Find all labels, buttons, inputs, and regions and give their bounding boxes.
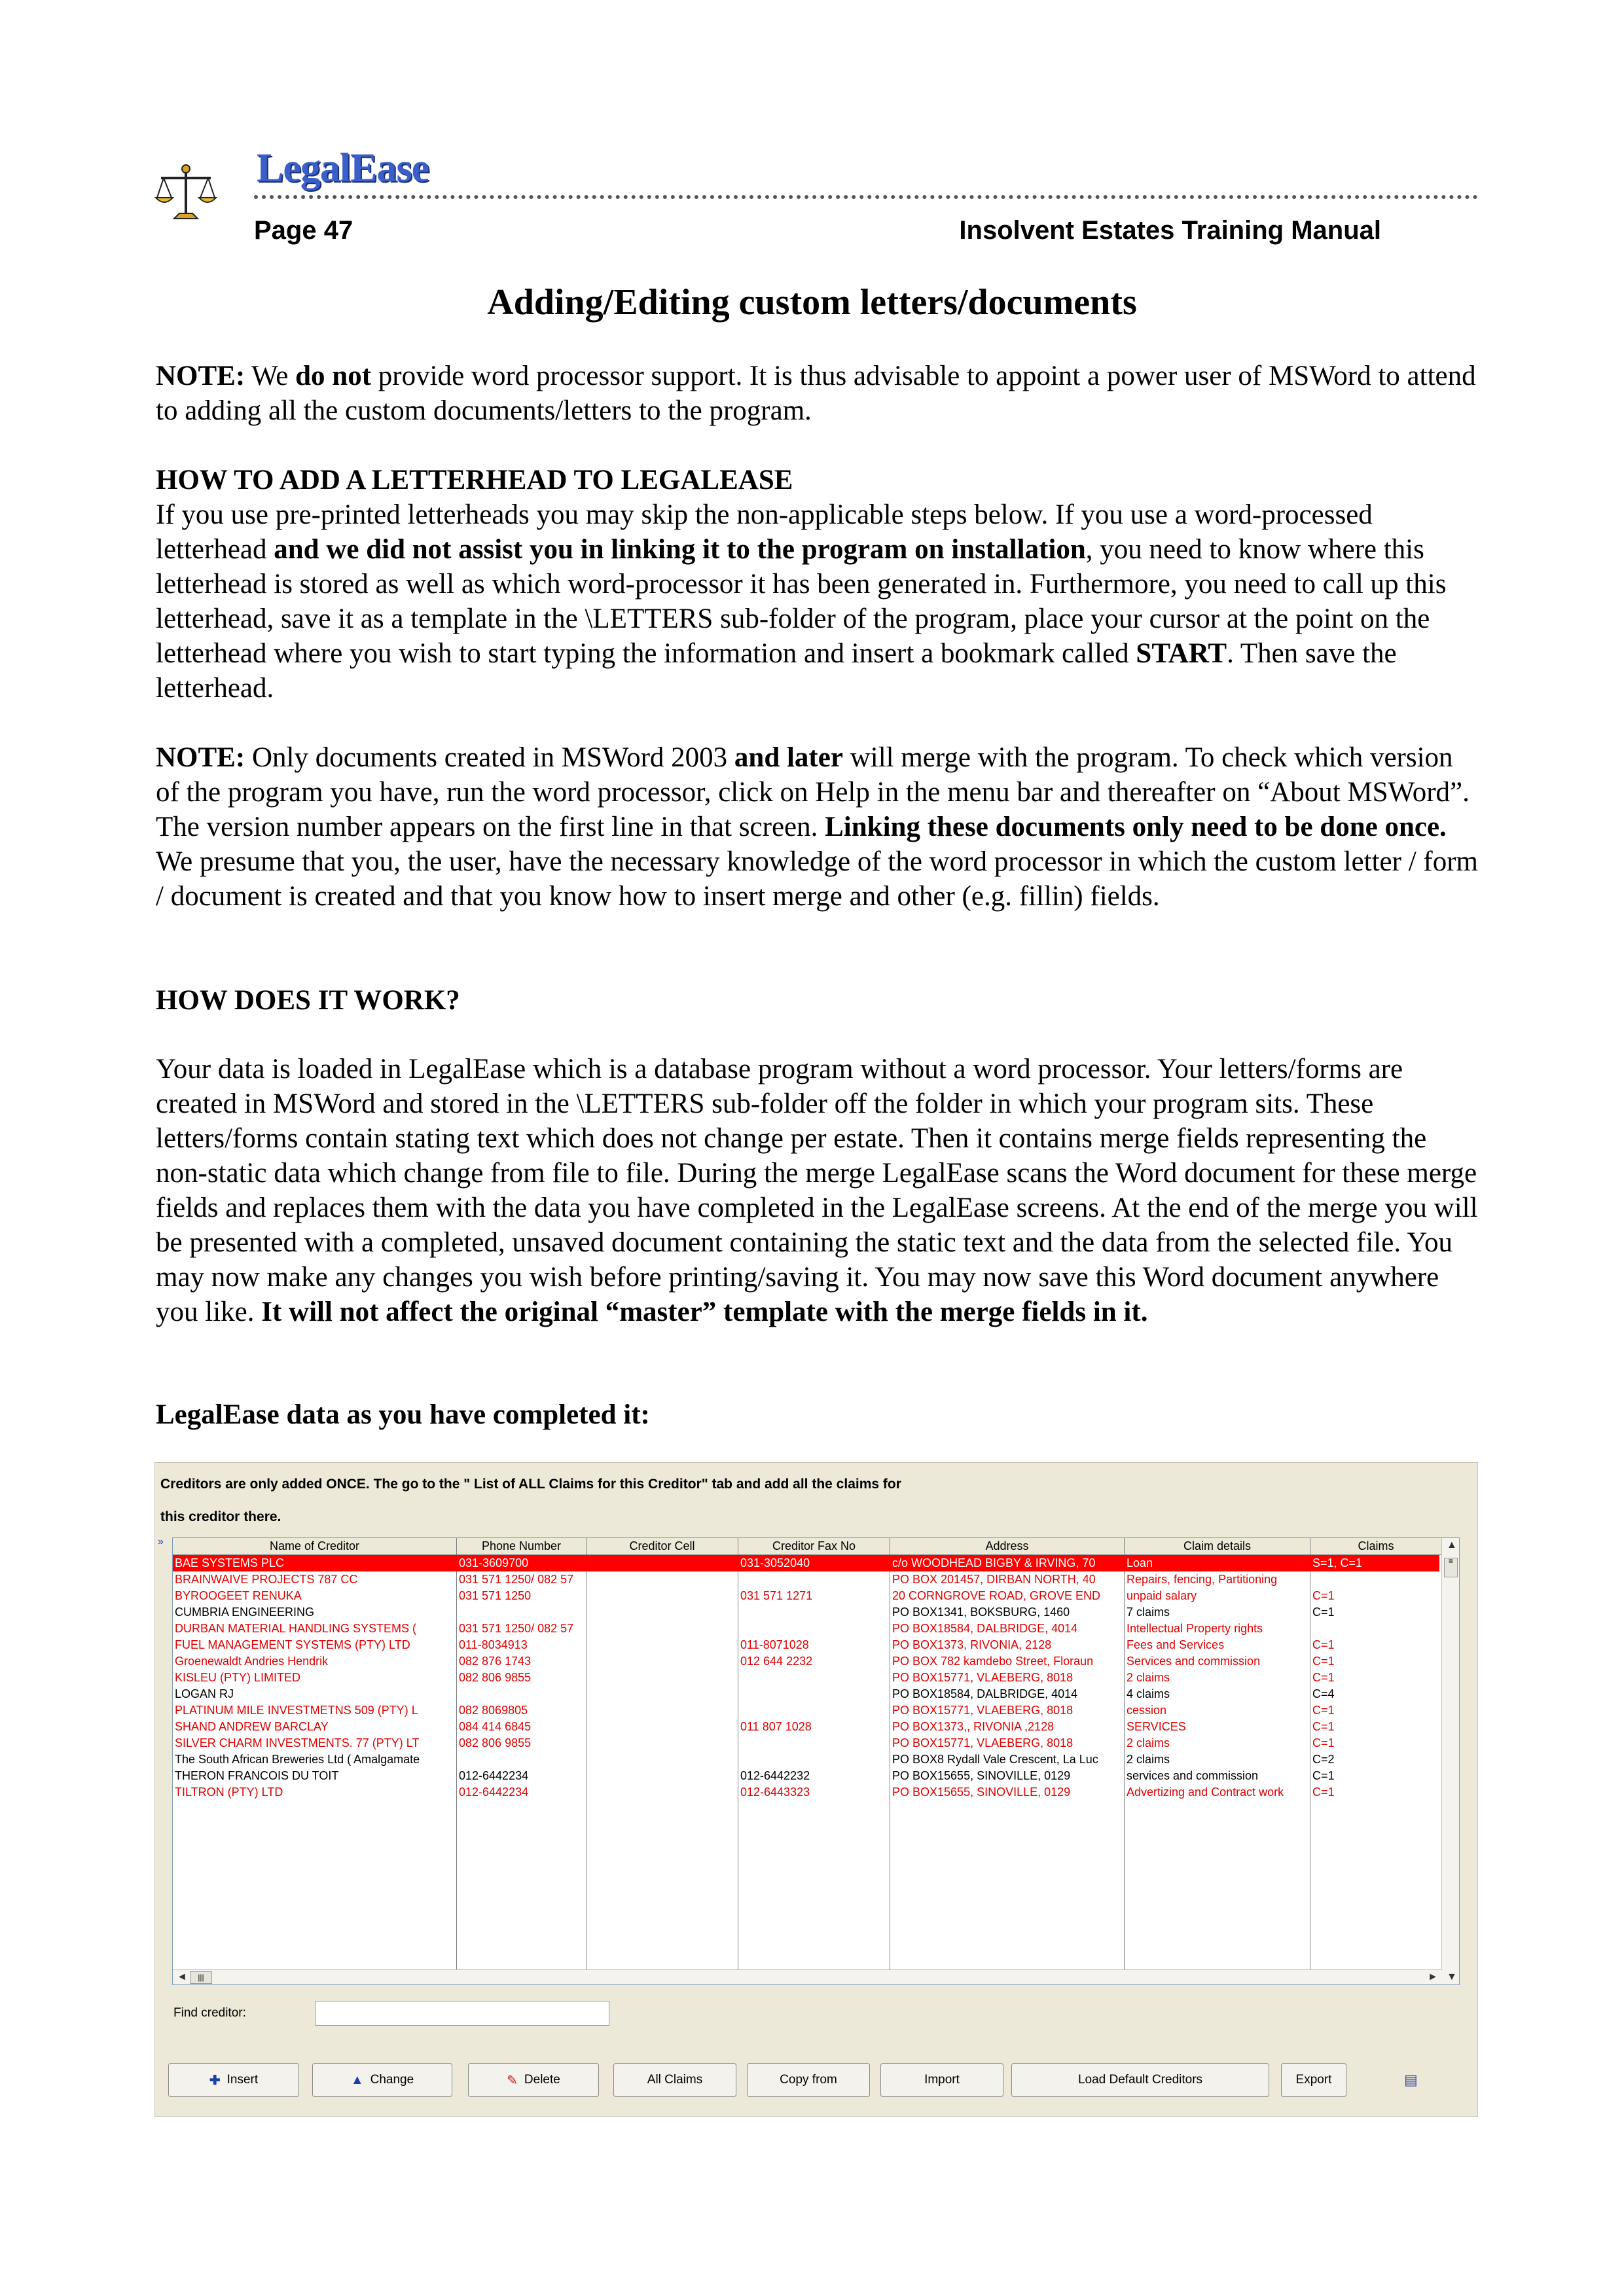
table-cell: 031 571 1250/ 082 57 bbox=[459, 1622, 574, 1635]
table-cell: 031-3052040 bbox=[740, 1556, 810, 1570]
table-cell: 2 claims bbox=[1127, 1671, 1170, 1684]
table-cell: TILTRON (PTY) LTD bbox=[175, 1785, 283, 1799]
table-cell: 012-6443323 bbox=[740, 1785, 810, 1799]
table-cell: SHAND ANDREW BARCLAY bbox=[175, 1720, 329, 1733]
table-cell: C=1 bbox=[1312, 1736, 1335, 1749]
letterhead-heading: HOW TO ADD A LETTERHEAD TO LEGALEASE bbox=[156, 465, 793, 495]
note-label: NOTE: bbox=[156, 742, 245, 773]
text-run: will merge with the program. To check which version of the program you have, run the word processor, click on Help in the menu bar and thereafter on “About MSWord”. The version number appears on the first line in that screen. bbox=[156, 742, 1470, 842]
table-cell: C=4 bbox=[1312, 1687, 1335, 1700]
table-row[interactable] bbox=[173, 1555, 1439, 1571]
scroll-thumb[interactable]: ≡ bbox=[1444, 1558, 1458, 1577]
table-cell bbox=[586, 1702, 738, 1719]
table-cell: Groenewaldt Andries Hendrik bbox=[175, 1655, 329, 1668]
table-cell: Intellectual Property rights bbox=[1127, 1622, 1263, 1635]
table-cell: PO BOX15655, SINOVILLE, 0129 bbox=[892, 1769, 1071, 1782]
table-cell: SERVICES bbox=[1127, 1720, 1186, 1733]
table-cell bbox=[738, 1604, 890, 1621]
button-label: Import bbox=[924, 2073, 960, 2087]
table-row[interactable] bbox=[173, 1621, 1439, 1637]
table-cell: C=1 bbox=[1312, 1589, 1335, 1602]
table-cell: 011-8071028 bbox=[740, 1638, 809, 1651]
button-label: Delete bbox=[524, 2073, 560, 2087]
scroll-down-icon[interactable]: ▼ bbox=[1447, 1971, 1457, 1982]
table-cell: C=1 bbox=[1312, 1605, 1335, 1619]
table-cell: PO BOX1373,, RIVONIA ,2128 bbox=[892, 1720, 1055, 1733]
table-cell: S=1, C=1 bbox=[1312, 1556, 1363, 1570]
plus-icon: ✚ bbox=[209, 2073, 221, 2088]
table-cell: PO BOX15771, VLAEBERG, 8018 bbox=[892, 1704, 1074, 1717]
table-row[interactable] bbox=[173, 1702, 1439, 1719]
table-row[interactable] bbox=[173, 1784, 1439, 1801]
triangle-icon: ▲ bbox=[350, 2072, 364, 2087]
table-cell bbox=[457, 1604, 586, 1621]
table-cell: DURBAN MATERIAL HANDLING SYSTEMS ( bbox=[175, 1622, 417, 1635]
table-cell bbox=[738, 1751, 890, 1768]
table-cell bbox=[586, 1751, 738, 1768]
table-cell: 031-3609700 bbox=[459, 1556, 529, 1570]
bold-run: It will not affect the original “master” template with the merge fields in it. bbox=[261, 1297, 1148, 1327]
info-line: this creditor there. bbox=[160, 1509, 281, 1524]
table-cell: PO BOX1341, BOKSBURG, 1460 bbox=[892, 1605, 1070, 1619]
copy-from-button[interactable] bbox=[747, 2063, 870, 2097]
all-claims-button[interactable] bbox=[613, 2063, 736, 2097]
row-indicator-icon: » bbox=[158, 1536, 164, 1547]
bold-run: START bbox=[1136, 638, 1227, 669]
data-heading: LegalEase data as you have completed it: bbox=[156, 1399, 650, 1430]
table-cell: The South African Breweries Ltd ( Amalgamate bbox=[175, 1753, 420, 1766]
table-cell: 082 8069805 bbox=[459, 1704, 528, 1717]
table-cell bbox=[1310, 1571, 1442, 1588]
button-label: Change bbox=[370, 2073, 414, 2087]
table-cell: BAE SYSTEMS PLC bbox=[175, 1556, 285, 1570]
button-label: Copy from bbox=[780, 2073, 837, 2087]
table-cell bbox=[586, 1719, 738, 1735]
scroll-up-icon[interactable]: ▲ bbox=[1447, 1539, 1457, 1551]
table-cell bbox=[1310, 1621, 1442, 1637]
table-cell: C=1 bbox=[1312, 1704, 1335, 1717]
table-cell bbox=[586, 1555, 738, 1571]
table-cell: BRAINWAIVE PROJECTS 787 CC bbox=[175, 1573, 358, 1586]
creditors-screenshot bbox=[154, 1462, 1478, 2117]
how-it-works-paragraph bbox=[156, 1052, 1478, 1329]
table-row[interactable] bbox=[173, 1670, 1439, 1686]
creditors-info bbox=[160, 1468, 901, 1534]
table-cell: 7 claims bbox=[1127, 1605, 1170, 1619]
table-cell bbox=[586, 1784, 738, 1801]
header-divider bbox=[254, 195, 1478, 199]
page-number: Page 47 bbox=[254, 216, 353, 245]
text-run: We presume that you, the user, have the necessary knowledge of the word processor in which the custom letter / form / document is created and that you know how to insert merge and other (e.g. fillin) fields. bbox=[156, 846, 1478, 912]
insert-button[interactable] bbox=[168, 2063, 299, 2097]
note-label: NOTE: bbox=[156, 361, 245, 391]
column-header[interactable]: Claims bbox=[1310, 1538, 1442, 1554]
scroll-thumb[interactable]: ||| bbox=[190, 1971, 212, 1984]
horizontal-scrollbar[interactable] bbox=[173, 1969, 1442, 1984]
table-row[interactable] bbox=[173, 1637, 1439, 1653]
table-cell: C=2 bbox=[1312, 1753, 1335, 1766]
table-cell: PO BOX8 Rydall Vale Crescent, La Luc bbox=[892, 1753, 1098, 1766]
table-row[interactable] bbox=[173, 1735, 1439, 1751]
table-cell: Advertizing and Contract work bbox=[1127, 1785, 1284, 1799]
creditors-grid[interactable] bbox=[172, 1537, 1460, 1985]
table-cell bbox=[586, 1571, 738, 1588]
scroll-left-icon[interactable]: ◄ bbox=[177, 1971, 187, 1982]
grid-body bbox=[173, 1555, 1439, 1801]
table-cell bbox=[586, 1637, 738, 1653]
table-cell: Repairs, fencing, Partitioning bbox=[1127, 1573, 1278, 1586]
table-row[interactable] bbox=[173, 1653, 1439, 1670]
note-paragraph-2 bbox=[156, 740, 1478, 914]
word-export-icon[interactable]: ▤ bbox=[1404, 2072, 1418, 2088]
table-cell: KISLEU (PTY) LIMITED bbox=[175, 1671, 301, 1684]
table-cell bbox=[738, 1735, 890, 1751]
table-cell bbox=[586, 1653, 738, 1670]
table-cell: CUMBRIA ENGINEERING bbox=[175, 1605, 315, 1619]
text-run: If you use pre-printed letterheads you may skip the non-applicable steps below. If you use a word-processed letterhead bbox=[156, 499, 1373, 565]
table-cell: PO BOX 782 kamdebo Street, Floraun bbox=[892, 1655, 1094, 1668]
table-cell: C=1 bbox=[1312, 1671, 1335, 1684]
table-cell: 082 806 9855 bbox=[459, 1671, 532, 1684]
button-label: Load Default Creditors bbox=[1077, 2073, 1203, 2087]
scroll-right-icon[interactable]: ► bbox=[1428, 1971, 1438, 1982]
table-cell bbox=[457, 1751, 586, 1768]
button-label: All Claims bbox=[647, 2073, 703, 2087]
vertical-scrollbar[interactable] bbox=[1441, 1538, 1459, 1984]
column-header[interactable]: Name of Creditor bbox=[173, 1538, 457, 1554]
export-button[interactable] bbox=[1281, 2063, 1346, 2097]
table-cell bbox=[586, 1670, 738, 1686]
table-cell: PO BOX1373, RIVONIA, 2128 bbox=[892, 1638, 1052, 1651]
table-cell: THERON FRANCOIS DU TOIT bbox=[175, 1769, 339, 1782]
table-cell bbox=[586, 1604, 738, 1621]
eraser-icon: ✎ bbox=[507, 2073, 518, 2088]
table-cell: 031 571 1271 bbox=[740, 1589, 813, 1602]
table-cell: c/o WOODHEAD BIGBY & IRVING, 70 bbox=[892, 1556, 1096, 1570]
grid-header bbox=[173, 1538, 1459, 1555]
table-cell: 20 CORNGROVE ROAD, GROVE END bbox=[892, 1589, 1101, 1602]
legalease-logo: LegalEase bbox=[257, 146, 429, 190]
table-cell: C=1 bbox=[1312, 1769, 1335, 1782]
table-cell: unpaid salary bbox=[1127, 1589, 1197, 1602]
table-cell: PO BOX18584, DALBRIDGE, 4014 bbox=[892, 1687, 1078, 1700]
table-cell bbox=[586, 1621, 738, 1637]
scales-of-justice-icon bbox=[154, 161, 217, 224]
table-cell: C=1 bbox=[1312, 1638, 1335, 1651]
table-cell: PO BOX 201457, DIRBAN NORTH, 40 bbox=[892, 1573, 1096, 1586]
text-run: . Then save the letterhead. bbox=[156, 638, 1397, 704]
column-header[interactable]: Creditor Cell bbox=[586, 1538, 738, 1554]
table-cell: services and commission bbox=[1127, 1769, 1259, 1782]
table-cell: 012 644 2232 bbox=[740, 1655, 813, 1668]
table-cell: PO BOX15771, VLAEBERG, 8018 bbox=[892, 1736, 1074, 1749]
info-line: Creditors are only added ONCE. The go to the " List of ALL Claims for this Creditor" tab and add all the claims for bbox=[160, 1477, 901, 1492]
table-cell: 084 414 6845 bbox=[459, 1720, 532, 1733]
table-cell bbox=[738, 1686, 890, 1702]
table-cell: 2 claims bbox=[1127, 1753, 1170, 1766]
find-creditor-label: Find creditor: bbox=[173, 2006, 246, 2020]
table-cell: cession bbox=[1127, 1704, 1167, 1717]
how-it-works-heading: HOW DOES IT WORK? bbox=[156, 985, 460, 1016]
table-cell: C=1 bbox=[1312, 1720, 1335, 1733]
table-cell bbox=[738, 1670, 890, 1686]
table-row[interactable] bbox=[173, 1768, 1439, 1784]
text-run: Your data is loaded in LegalEase which is a database program without a word processor. Your letters/forms are created in MSWord and stored in the \LETTERS sub-folder off the folder in which your program sits. These letters/forms contain stating text which does not change per estate. Then it contains merge fields representing the non-static data which change from file to file. During the merge LegalEase scans the Word document for these merge fields and replaces them with the data you have completed in the LegalEase screens. At the end of the merge you will be presented with a completed, unsaved document containing the static text and the data from the selected file. You may now make any changes you wish before printing/saving it. You may now save this Word document anywhere you like. bbox=[156, 1054, 1478, 1327]
bold-run: and we did not assist you in linking it to the program on installation bbox=[274, 534, 1086, 565]
table-cell: 082 806 9855 bbox=[459, 1736, 532, 1749]
table-row[interactable] bbox=[173, 1719, 1439, 1735]
table-cell: C=1 bbox=[1312, 1785, 1335, 1799]
column-header[interactable]: Claim details bbox=[1125, 1538, 1310, 1554]
table-cell bbox=[586, 1686, 738, 1702]
table-cell bbox=[738, 1702, 890, 1719]
import-button[interactable] bbox=[880, 2063, 1003, 2097]
table-cell: Services and commission bbox=[1127, 1655, 1261, 1668]
table-cell: PO BOX15771, VLAEBERG, 8018 bbox=[892, 1671, 1074, 1684]
table-cell: Fees and Services bbox=[1127, 1638, 1225, 1651]
table-row[interactable] bbox=[173, 1751, 1439, 1768]
table-cell bbox=[738, 1621, 890, 1637]
table-cell bbox=[586, 1768, 738, 1784]
table-cell: FUEL MANAGEMENT SYSTEMS (PTY) LTD bbox=[175, 1638, 410, 1651]
text-run: , you need to know where this letterhead is stored as well as which word-processor it has been generated in. Furthermore, you need to call up this letterhead, save it as a template in the \LETTERS sub-folder of the program, place your cursor at the point on the letterhead where you wish to start typing the information and insert a bookmark called bbox=[156, 534, 1447, 669]
table-row[interactable] bbox=[173, 1588, 1439, 1604]
table-cell: 011 807 1028 bbox=[740, 1720, 812, 1733]
table-cell: 031 571 1250 bbox=[459, 1589, 532, 1602]
note-paragraph-1 bbox=[156, 359, 1478, 428]
table-cell: PO BOX15655, SINOVILLE, 0129 bbox=[892, 1785, 1071, 1799]
table-cell: 012-6442234 bbox=[459, 1785, 529, 1799]
table-cell: PLATINUM MILE INVESTMETNS 509 (PTY) L bbox=[175, 1704, 418, 1717]
column-header[interactable]: Creditor Fax No bbox=[738, 1538, 890, 1554]
button-label: Export bbox=[1295, 2073, 1332, 2087]
document-title: Adding/Editing custom letters/documents bbox=[487, 282, 1137, 323]
table-cell: PO BOX18584, DALBRIDGE, 4014 bbox=[892, 1622, 1078, 1635]
table-cell bbox=[586, 1588, 738, 1604]
text-run: Only documents created in MSWord 2003 bbox=[245, 742, 734, 773]
table-row[interactable] bbox=[173, 1604, 1439, 1621]
text-run: provide word processor support. It is thus advisable to appoint a power user of MSWord to attend to adding all the custom documents/letters to the program. bbox=[156, 361, 1476, 426]
table-cell bbox=[738, 1571, 890, 1588]
table-cell: SILVER CHARM INVESTMENTS. 77 (PTY) LT bbox=[175, 1736, 420, 1749]
manual-title: Insolvent Estates Training Manual bbox=[959, 216, 1381, 245]
find-creditor-input[interactable] bbox=[315, 2001, 609, 2026]
bold-run: and later bbox=[734, 742, 843, 773]
bold-run: Linking these documents only need to be done once. bbox=[825, 812, 1447, 842]
table-cell: 031 571 1250/ 082 57 bbox=[459, 1573, 574, 1586]
change-button[interactable] bbox=[312, 2063, 452, 2097]
table-cell: 011-8034913 bbox=[459, 1638, 528, 1651]
button-label: Insert bbox=[226, 2073, 259, 2087]
table-cell: Loan bbox=[1127, 1556, 1153, 1570]
table-row[interactable] bbox=[173, 1686, 1439, 1702]
table-cell: 082 876 1743 bbox=[459, 1655, 532, 1668]
table-cell: 012-6442234 bbox=[459, 1769, 529, 1782]
bold-run: do not bbox=[295, 361, 372, 391]
letterhead-paragraph bbox=[156, 497, 1478, 706]
table-cell: BYROOGEET RENUKA bbox=[175, 1589, 302, 1602]
table-cell bbox=[586, 1735, 738, 1751]
column-header[interactable]: Address bbox=[890, 1538, 1125, 1554]
table-cell bbox=[457, 1686, 586, 1702]
column-header[interactable]: Phone Number bbox=[457, 1538, 586, 1554]
text-run: We bbox=[245, 361, 296, 391]
table-cell: C=1 bbox=[1312, 1655, 1335, 1668]
table-row[interactable] bbox=[173, 1571, 1439, 1588]
table-cell: 2 claims bbox=[1127, 1736, 1170, 1749]
table-cell: LOGAN RJ bbox=[175, 1687, 234, 1700]
load-default-creditors-button[interactable] bbox=[1011, 2063, 1269, 2097]
table-cell: 012-6442232 bbox=[740, 1769, 810, 1782]
table-cell: 4 claims bbox=[1127, 1687, 1170, 1700]
delete-button[interactable] bbox=[468, 2063, 599, 2097]
